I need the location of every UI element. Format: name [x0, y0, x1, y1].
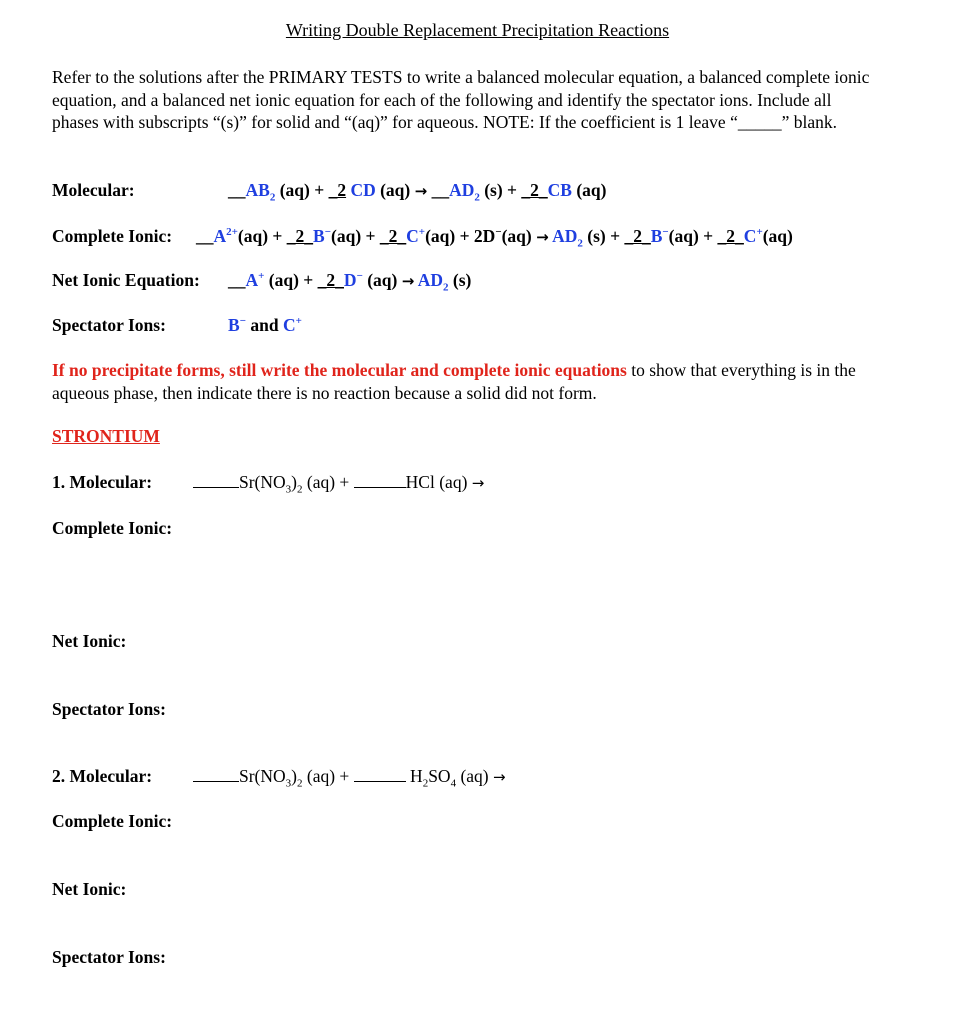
- coefficient-blank[interactable]: [354, 767, 406, 782]
- example-complete-ionic-label: Complete Ionic:: [52, 226, 173, 246]
- problem-1-spectator-label: Spectator Ions:: [52, 699, 166, 719]
- instructions-end: ” blank.: [781, 112, 837, 133]
- example-molecular-equation: $\_\_AB_2$ (aq) + _2 CD $(aq) \to \_\_AD_2$ (s) + _2_CB (aq): [228, 180, 607, 204]
- example-spectator-ions: B− and C+: [228, 315, 302, 335]
- example-complete-ionic-equation: $\_\_A^{2+}(aq)$ + _2_B−(aq) + _2_C+(aq) + $2D^-(aq) \to AD_2$ (s) + _2_B−(aq) + _2_C+(aq): [196, 226, 793, 250]
- note-emphasis: If no precipitate forms, still write the molecular and complete ionic equations: [52, 360, 627, 380]
- problem-2-molecular-equation: $Sr(NO_3)_2$ $(aq) + H_2SO_4$ (aq) →: [193, 766, 506, 787]
- problem-1-net-ionic-label: Net Ionic:: [52, 631, 127, 651]
- coefficient-blank[interactable]: [193, 473, 239, 488]
- example-net-ionic-equation: __A+ (aq) + _2_D− $(aq) \to AD_2$ (s): [228, 270, 472, 294]
- coefficient-blank[interactable]: [354, 473, 406, 488]
- problem-1-molecular-label: 1. Molecular:: [52, 472, 153, 492]
- instructions-text: Refer to the solutions after the PRIMARY TESTS to write a balanced molecular equation, a balanced complete ionic equation, and a balanced net ionic equation for each of the following and identify the spectator ions. Include all phases with subscripts “(s)” for solid and “(aq)” for aqueous. NOTE: If the coefficient is 1 leave “: [52, 67, 870, 133]
- section-heading-strontium: STRONTIUM: [52, 426, 160, 446]
- no-precipitate-note: [52, 359, 872, 404]
- example-net-ionic-label: Net Ionic Equation:: [52, 270, 200, 290]
- problem-2-net-ionic-label: Net Ionic:: [52, 879, 127, 899]
- problem-2-spectator-label: Spectator Ions:: [52, 947, 166, 967]
- problem-2-molecular-label: 2. Molecular:: [52, 766, 153, 786]
- note-text: to show that everything is in the aqueous phase, then indicate there is no reaction because a solid did not form.: [52, 360, 856, 403]
- coefficient-blank[interactable]: [193, 767, 239, 782]
- instructions-paragraph: [52, 66, 872, 134]
- problem-1-complete-ionic-label: Complete Ionic:: [52, 518, 173, 538]
- page-title: Writing Double Replacement Precipitation Reactions: [285, 20, 670, 40]
- problem-2-complete-ionic-label: Complete Ionic:: [52, 811, 173, 831]
- problem-1-molecular-equation: $Sr(NO_3)_2$ (aq) + HCl (aq) →: [193, 472, 484, 493]
- example-spectator-label: Spectator Ions:: [52, 315, 166, 335]
- example-molecular-label: Molecular:: [52, 180, 135, 200]
- instructions-blank: _____: [737, 112, 782, 133]
